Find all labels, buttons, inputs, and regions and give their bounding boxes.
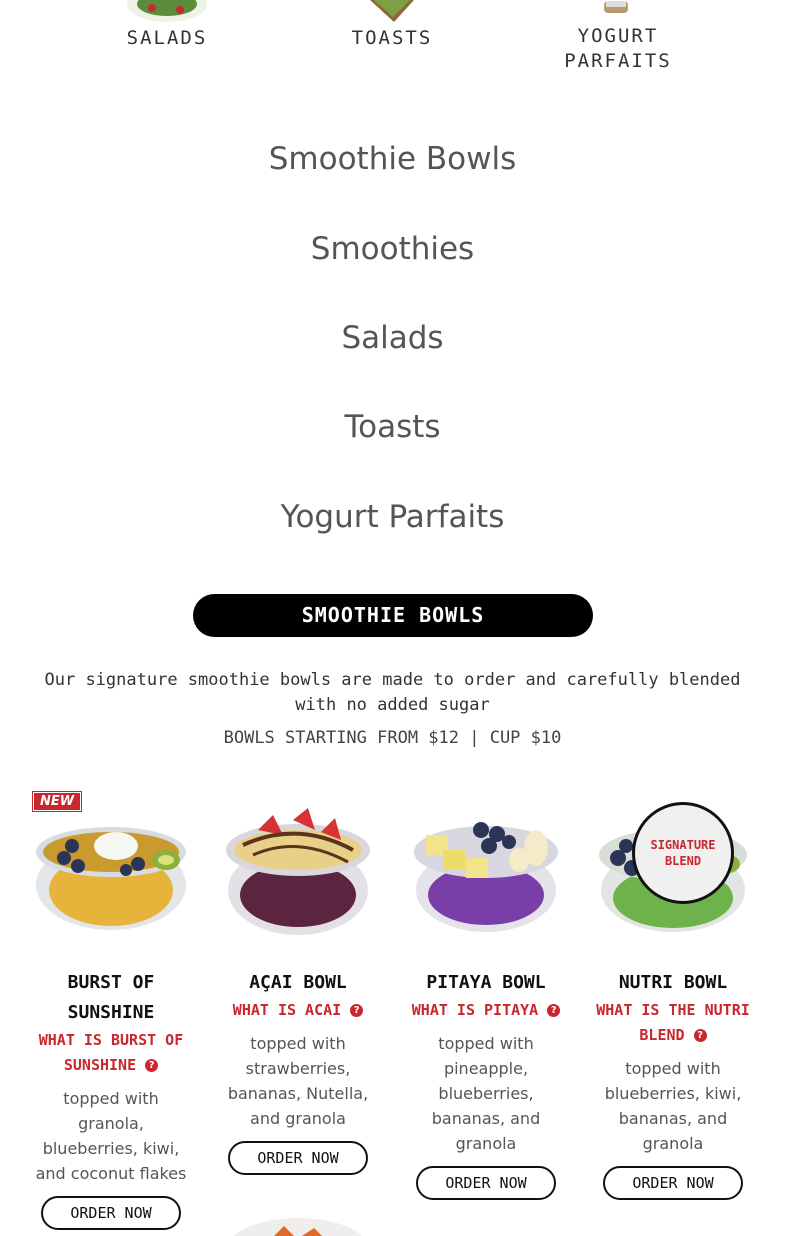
what-is-label[interactable]: WHAT IS THE NUTRI BLEND [596, 1001, 750, 1044]
product-description: topped with strawberries, bananas, Nutella, and granola [227, 1034, 369, 1128]
what-is-link[interactable] [588, 998, 758, 1048]
category-yogurt-parfaits[interactable] [528, 0, 708, 74]
category-label[interactable]: YOGURT PARFAITS [564, 25, 672, 72]
product-name: BURST OF SUNSHINE [67, 972, 155, 1023]
signature-blend-badge: SIGNATURE BLEND [632, 802, 734, 904]
anchor-smoothie-bowls[interactable]: Smoothie Bowls [268, 141, 517, 177]
product-image[interactable] [588, 790, 758, 940]
what-is-label[interactable]: WHAT IS PITAYA [411, 1001, 539, 1019]
anchor-salads[interactable]: Salads [341, 320, 444, 356]
product-description: topped with blueberries, kiwi, bananas, and granola [604, 1059, 742, 1153]
anchor-smoothies[interactable]: Smoothies [310, 231, 475, 267]
section-intro: Our signature smoothie bowls are made to order and carefully blended with no added sugar [44, 670, 741, 715]
what-is-link[interactable] [26, 1028, 196, 1078]
product-name: NUTRI BOWL [618, 972, 728, 993]
new-badge: NEW [33, 792, 81, 811]
order-now-button[interactable]: ORDER NOW [416, 1166, 556, 1200]
question-icon[interactable]: ? [145, 1059, 158, 1072]
product-pitaya-bowl [401, 790, 571, 1200]
category-toasts[interactable] [302, 0, 482, 51]
product-description: topped with granola, blueberries, kiwi, and coconut flakes [35, 1089, 187, 1183]
question-icon[interactable]: ? [694, 1029, 707, 1042]
order-now-button[interactable]: ORDER NOW [41, 1196, 181, 1230]
question-icon[interactable]: ? [547, 1004, 560, 1017]
order-now-button[interactable]: ORDER NOW [603, 1166, 743, 1200]
category-label[interactable]: TOASTS [351, 27, 433, 49]
anchor-toasts[interactable]: Toasts [344, 409, 441, 445]
category-label[interactable]: SALADS [126, 27, 208, 49]
product-nutri-bowl [588, 790, 758, 1200]
what-is-link[interactable] [213, 998, 383, 1023]
order-now-button[interactable]: ORDER NOW [228, 1141, 368, 1175]
product-image[interactable] [401, 790, 571, 940]
category-row [0, 0, 785, 100]
product-name: AÇAI BOWL [249, 972, 347, 993]
what-is-label[interactable]: WHAT IS ACAI [232, 1001, 342, 1019]
next-product-image[interactable] [222, 1208, 374, 1236]
salad-image[interactable] [77, 0, 257, 26]
product-image[interactable] [213, 790, 383, 940]
section-heading: SMOOTHIE BOWLS [193, 594, 593, 637]
product-image[interactable] [26, 790, 196, 940]
what-is-label[interactable]: WHAT IS BURST OF SUNSHINE [38, 1031, 184, 1074]
product-name: PITAYA BOWL [426, 972, 546, 993]
what-is-link[interactable] [401, 998, 571, 1023]
product-acai-bowl [213, 790, 383, 1175]
product-description: topped with pineapple, blueberries, bananas, and granola [431, 1034, 541, 1153]
anchor-yogurt-parfaits[interactable]: Yogurt Parfaits [280, 499, 505, 535]
parfait-image[interactable] [528, 0, 708, 36]
question-icon[interactable]: ? [350, 1004, 363, 1017]
category-salads[interactable] [77, 0, 257, 51]
product-burst-of-sunshine [26, 790, 196, 1230]
price-info: BOWLS STARTING FROM $12 | CUP $10 [223, 728, 562, 748]
toast-image[interactable] [302, 0, 482, 26]
